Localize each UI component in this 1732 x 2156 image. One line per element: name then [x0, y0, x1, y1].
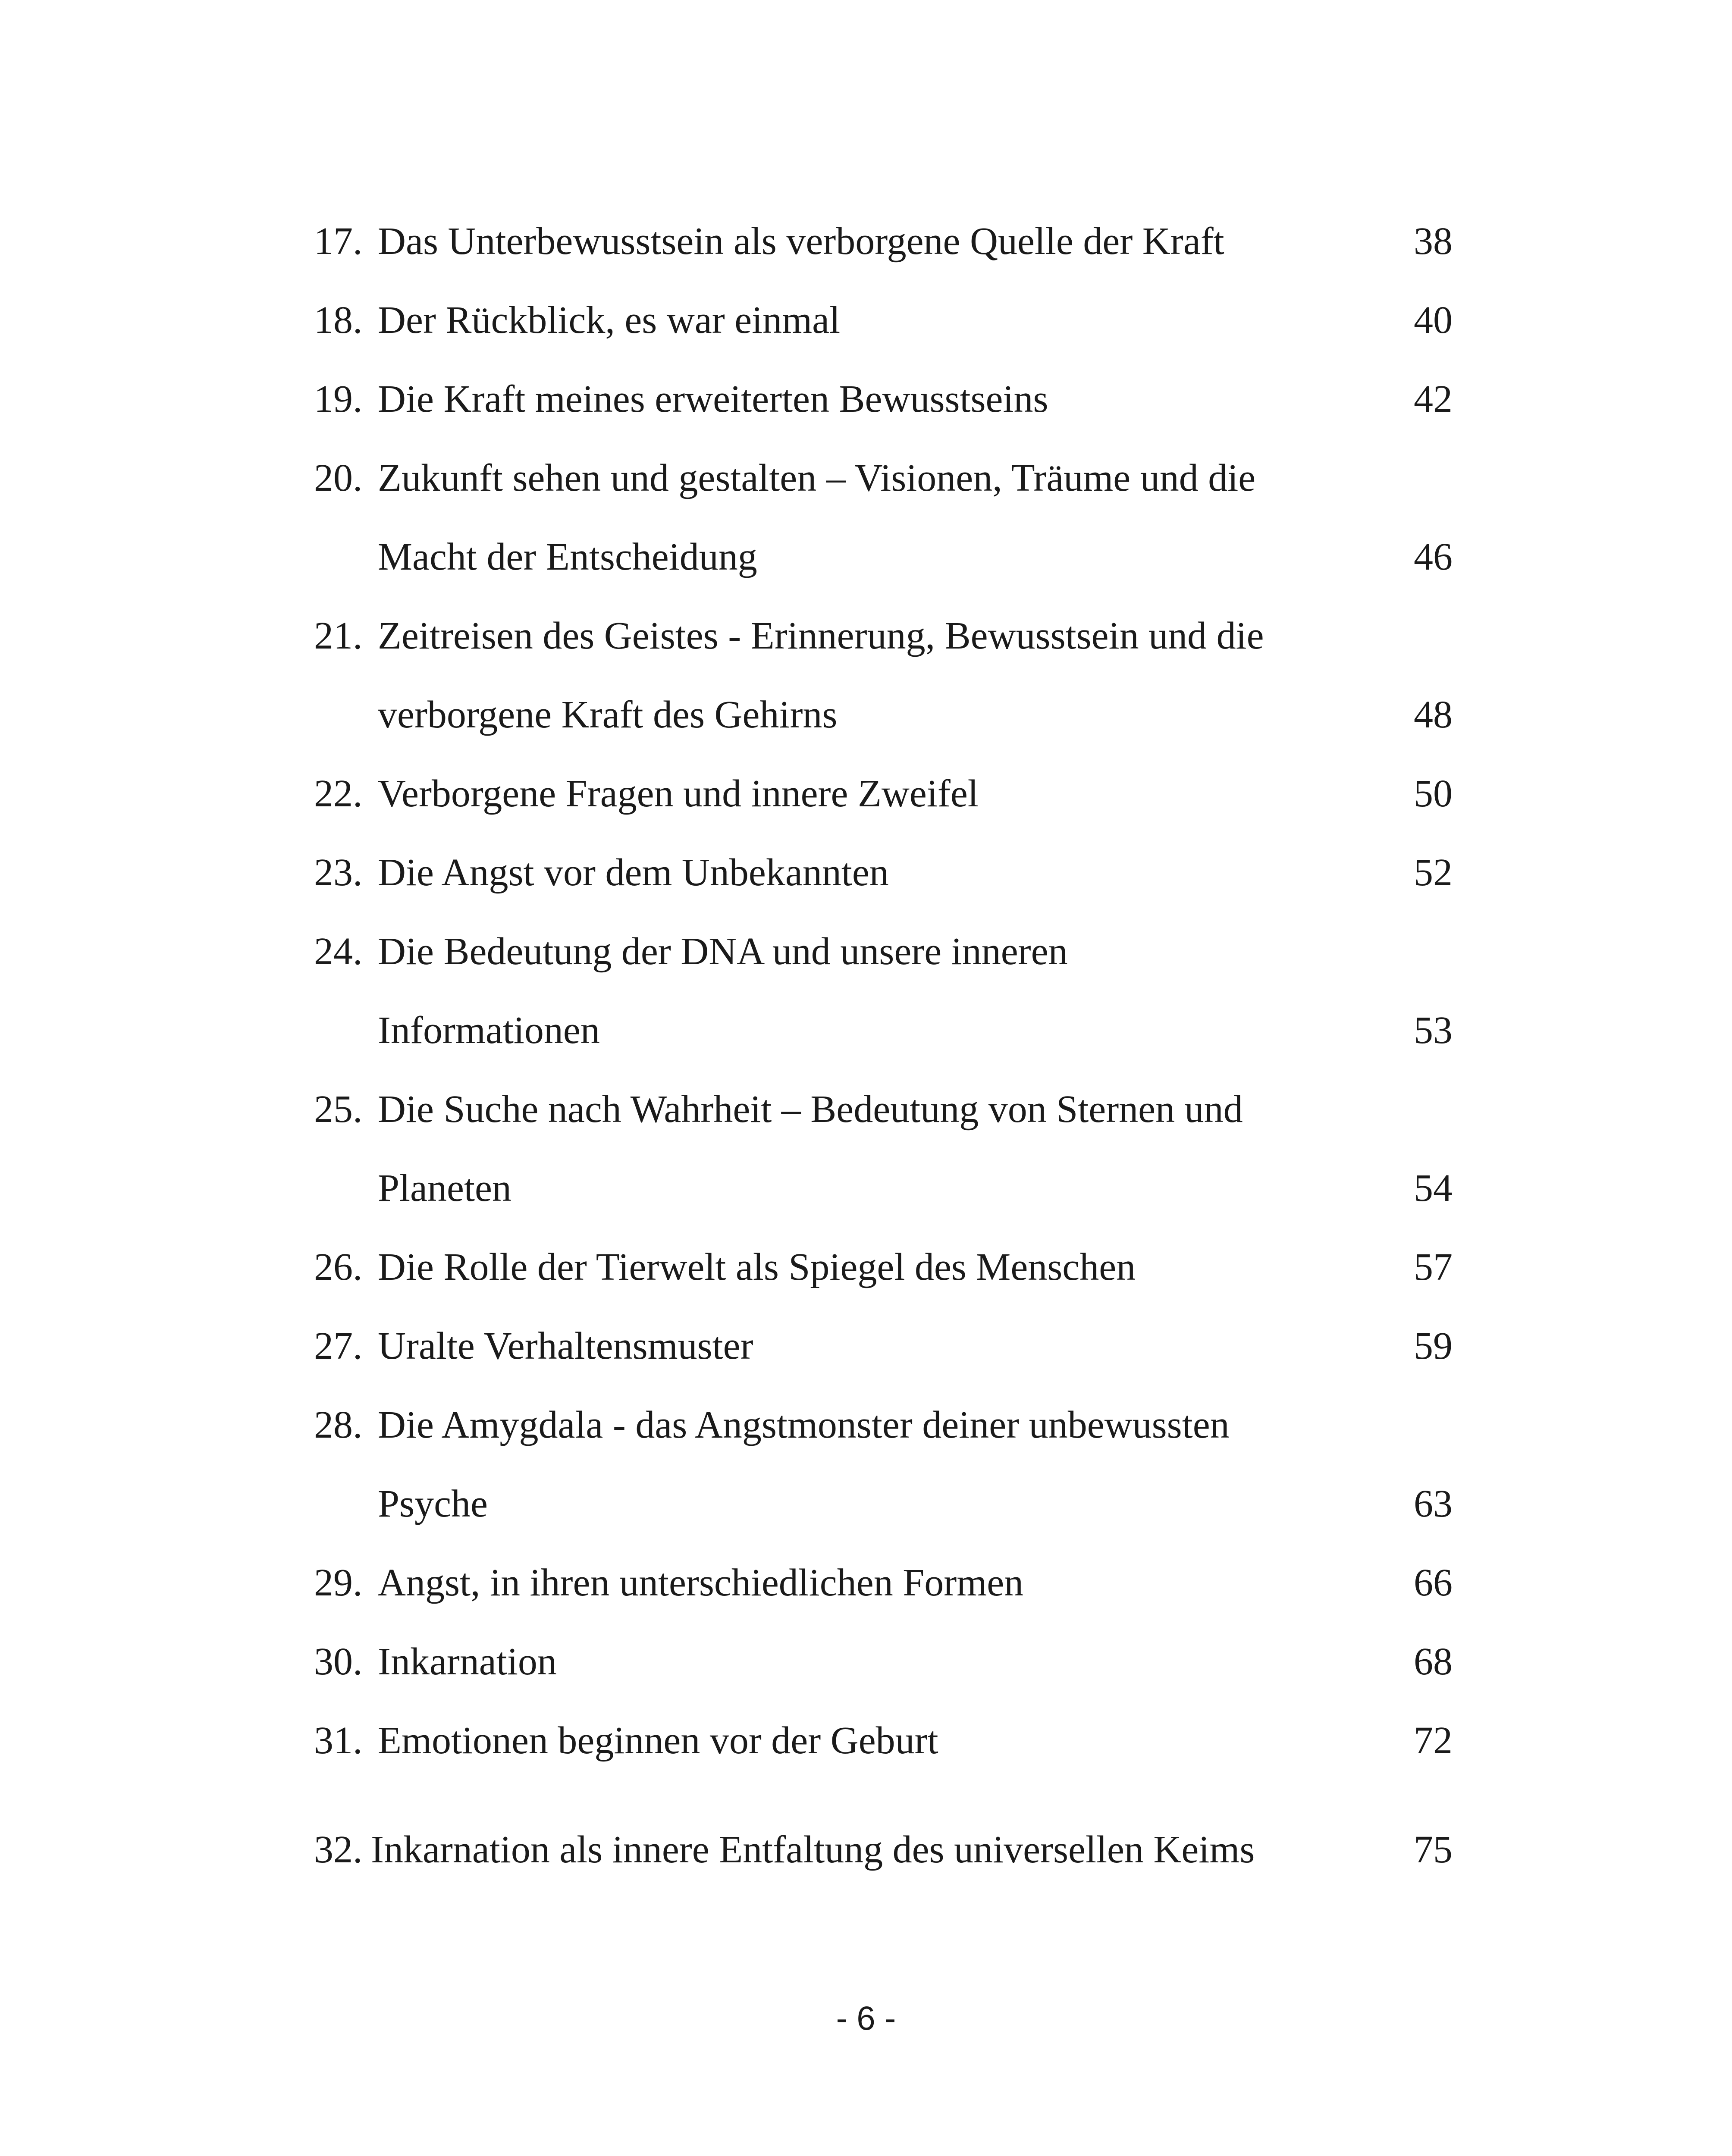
toc-entry-title-continued: Informationen	[378, 1009, 600, 1052]
toc-entry-27	[314, 1307, 1453, 1385]
toc-entry-number: 20.	[314, 457, 363, 499]
toc-entry-21	[314, 596, 1453, 675]
toc-entry-number: 30.	[314, 1640, 363, 1683]
toc-entry-32	[314, 1810, 1453, 1889]
toc-entry-title: Die Amygdala - das Angstmonster deiner unbewussten	[378, 1404, 1230, 1446]
toc-entry-page: 50	[1414, 772, 1453, 815]
toc-entry-page: 75	[1414, 1828, 1453, 1871]
toc-entry-page: 53	[1414, 1009, 1453, 1052]
toc-entry-title: Die Rolle der Tierwelt als Spiegel des Menschen	[378, 1246, 1136, 1288]
toc-entry-number: 17.	[314, 220, 363, 263]
toc-entry-page: 63	[1414, 1482, 1453, 1525]
toc-entry-28	[314, 1385, 1453, 1464]
spacer	[314, 1780, 1453, 1810]
toc-entry-title: Zukunft sehen und gestalten – Visionen, Träume und die	[378, 457, 1256, 499]
toc-entry-page: 42	[1414, 378, 1453, 420]
toc-entry-title: Uralte Verhaltensmuster	[378, 1325, 753, 1367]
toc-entry-number: 26.	[314, 1246, 363, 1288]
toc-entry-page: 38	[1414, 220, 1453, 263]
toc-entry-page: 40	[1414, 299, 1453, 342]
toc-entry-24-continued	[314, 991, 1453, 1070]
toc-entry-page: 54	[1414, 1167, 1453, 1210]
toc-entry-26	[314, 1228, 1453, 1307]
toc-entry-number: 24.	[314, 930, 363, 973]
toc-entry-title: Die Angst vor dem Unbekannten	[378, 851, 889, 894]
toc-entry-title: Das Unterbewusstsein als verborgene Quelle der Kraft	[378, 220, 1224, 263]
toc-entry-19	[314, 360, 1453, 439]
toc-entry-title: Inkarnation	[378, 1640, 557, 1683]
toc-entry-page: 52	[1414, 851, 1453, 894]
toc-entry-number: 21.	[314, 614, 363, 657]
toc-entry-30	[314, 1622, 1453, 1701]
toc-entry-page: 68	[1414, 1640, 1453, 1683]
toc-entry-title: Der Rückblick, es war einmal	[378, 299, 841, 342]
toc-entry-title: Angst, in ihren unterschiedlichen Formen	[378, 1561, 1024, 1604]
table-of-contents	[314, 202, 1453, 1889]
toc-entry-number: 32.	[314, 1828, 363, 1871]
toc-entry-title: Emotionen beginnen vor der Geburt	[378, 1719, 938, 1762]
toc-entry-18	[314, 281, 1453, 360]
toc-entry-number: 23.	[314, 851, 363, 894]
toc-entry-page: 66	[1414, 1561, 1453, 1604]
toc-entry-29	[314, 1543, 1453, 1622]
toc-entry-25-continued	[314, 1149, 1453, 1228]
toc-entry-title: Die Suche nach Wahrheit – Bedeutung von Sternen und	[378, 1088, 1243, 1131]
toc-entry-page: 57	[1414, 1246, 1453, 1288]
toc-entry-17	[314, 202, 1453, 281]
page-number: - 6 -	[836, 1999, 896, 2037]
toc-entry-22	[314, 754, 1453, 833]
toc-entry-title-continued: Psyche	[378, 1482, 488, 1525]
toc-entry-title: Verborgene Fragen und innere Zweifel	[378, 772, 979, 815]
toc-entry-number: 19.	[314, 378, 363, 420]
toc-entry-title-continued: verborgene Kraft des Gehirns	[378, 693, 838, 736]
toc-entry-title: Die Kraft meines erweiterten Bewusstseins	[378, 378, 1048, 420]
toc-entry-title: Inkarnation als innere Entfaltung des universellen Keims	[371, 1828, 1255, 1871]
toc-entry-page: 72	[1414, 1719, 1453, 1762]
toc-entry-number: 31.	[314, 1719, 363, 1762]
toc-entry-page: 59	[1414, 1325, 1453, 1367]
toc-entry-21-continued	[314, 675, 1453, 754]
toc-entry-31	[314, 1701, 1453, 1780]
toc-entry-20	[314, 439, 1453, 517]
toc-entry-24	[314, 912, 1453, 991]
toc-entry-20-continued	[314, 517, 1453, 596]
toc-entry-page: 48	[1414, 693, 1453, 736]
toc-entry-page: 46	[1414, 536, 1453, 578]
toc-entry-title-continued: Macht der Entscheidung	[378, 536, 757, 578]
toc-entry-title-continued: Planeten	[378, 1167, 511, 1210]
toc-entry-23	[314, 833, 1453, 912]
toc-entry-number: 18.	[314, 299, 363, 342]
toc-entry-28-continued	[314, 1464, 1453, 1543]
toc-entry-number: 27.	[314, 1325, 363, 1367]
toc-entry-25	[314, 1070, 1453, 1149]
toc-entry-number: 29.	[314, 1561, 363, 1604]
toc-entry-title: Zeitreisen des Geistes - Erinnerung, Bewusstsein und die	[378, 614, 1264, 657]
toc-entry-number: 22.	[314, 772, 363, 815]
toc-entry-title: Die Bedeutung der DNA und unsere inneren	[378, 930, 1068, 973]
toc-entry-number: 28.	[314, 1404, 363, 1446]
toc-entry-number: 25.	[314, 1088, 363, 1131]
